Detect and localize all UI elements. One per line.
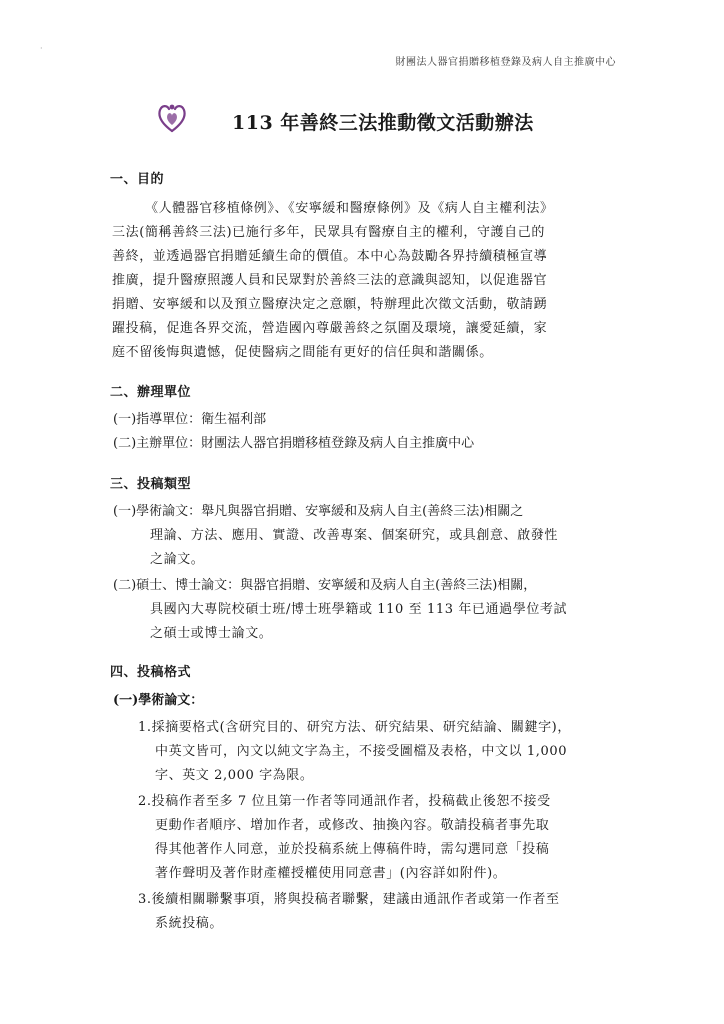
format-item-line: 字、英文 2,000 字為限。 <box>155 768 314 783</box>
section-heading-organizers: 二、辦理單位 <box>110 385 192 400</box>
format-item-line: 著作聲明及著作財產權授權使用同意書」(內容詳如附件)。 <box>155 866 507 881</box>
format-item-line: 3.後續相關聯繫事項，將與投稿者聯繫，建議由通訊作者或第一作者至 <box>138 892 560 907</box>
submission-type-line: 之論文。 <box>150 552 205 567</box>
running-header: 財團法人器官捐贈移植登錄及病人自主推廣中心 <box>395 57 616 68</box>
page-title: 113 年善終三法推動徵文活動辦法 <box>232 112 534 134</box>
format-subheading: (一)學術論文： <box>113 693 204 708</box>
section-heading-format: 四、投稿格式 <box>110 665 192 680</box>
purpose-line: 《人體器官移植條例》、《安寧緩和醫療條例》及《病人自主權利法》 <box>145 201 554 216</box>
purpose-line: 推廣，提升醫療照護人員和民眾對於善終三法的意識與認知，以促進器官 <box>112 273 548 288</box>
submission-type-line: (一)學術論文：舉凡與器官捐贈、安寧緩和及病人自主(善終三法)相關之 <box>113 504 524 519</box>
purpose-line: 躍投稿，促進各界交流，營造國內尊嚴善終之氛圍及環境，讓愛延續，家 <box>112 321 548 336</box>
purpose-line: 三法(簡稱善終三法)已施行多年，民眾具有醫療自主的權利，守護自己的 <box>112 225 545 240</box>
format-item-line: 更動作者順序、增加作者，或修改、抽換內容。敬請投稿者事先取 <box>155 818 550 833</box>
section-heading-purpose: 一、目的 <box>110 172 165 187</box>
format-item-line: 得其他著作人同意，並於投稿系統上傳稿件時，需勾選同意「投稿 <box>155 842 550 857</box>
format-item-line: 系統投稿。 <box>155 916 224 931</box>
submission-type-line: 具國內大專院校碩士班/博士班學籍或 110 至 113 年已通過學位考試 <box>150 602 568 617</box>
submission-type-line: 之碩士或博士論文。 <box>150 626 273 641</box>
purpose-line: 庭不留後悔與遺憾，促使醫病之間能有更好的信任與和諧關係。 <box>112 345 493 360</box>
format-item-line: 1.採摘要格式(含研究目的、研究方法、研究結果、研究結論、關鍵字)， <box>138 720 571 735</box>
section-heading-submission-types: 三、投稿類型 <box>110 477 192 492</box>
hearts-logo-icon <box>155 101 189 135</box>
purpose-line: 善終，並透過器官捐贈延續生命的價值。本中心為鼓勵各界持續積極宣導 <box>112 249 548 264</box>
scan-margin-mark: · <box>40 44 43 53</box>
submission-type-line: (二)碩士、博士論文：與器官捐贈、安寧緩和及病人自主(善終三法)相關， <box>113 578 537 593</box>
organizer-item: (一)指導單位：衛生福利部 <box>113 412 267 427</box>
purpose-line: 捐贈、安寧緩和以及預立醫療決定之意願，特辦理此次徵文活動，敬請踴 <box>112 297 548 312</box>
submission-type-line: 理論、方法、應用、實證、改善專案、個案研究，或具創意、啟發性 <box>150 528 559 543</box>
format-item-line: 中英文皆可，內文以純文字為主，不接受圖檔及表格，中文以 1,000 <box>155 744 568 759</box>
format-item-line: 2.投稿作者至多 7 位且第一作者等同通訊作者，投稿截止後恕不接受 <box>138 794 551 809</box>
organizer-item: (二)主辦單位：財團法人器官捐贈移植登錄及病人自主推廣中心 <box>113 436 475 451</box>
